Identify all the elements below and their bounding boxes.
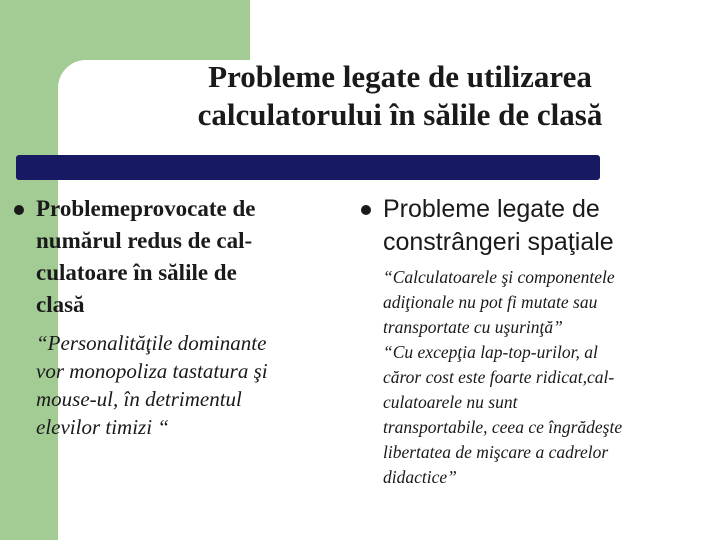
left-heading-line: Problemeprovocate de [36, 196, 256, 221]
left-quote-line: “Personalităţile dominante [36, 331, 267, 355]
right-heading-line: Probleme legate de [383, 195, 600, 223]
bullet-icon-left [14, 205, 24, 215]
slide-title [100, 58, 700, 134]
left-heading-line: culatoare în sălile de [36, 260, 237, 285]
right-quote-line: transportabile, ceea ce îngrădeşte [383, 417, 623, 437]
right-quote [383, 265, 718, 490]
right-heading [383, 193, 718, 259]
right-quote-line: “Cu excepţia lap-top-urilor, al [383, 342, 598, 362]
title-line-2: calculatorului în sălile de clasă [197, 97, 603, 132]
title-line-1: Probleme legate de utilizarea [208, 59, 592, 94]
left-heading-line: numărul redus de cal- [36, 228, 253, 253]
right-quote-line: transportate cu uşurinţă” [383, 317, 563, 337]
right-quote-line: “Calculatoarele şi componentele [383, 267, 615, 287]
right-column [383, 193, 718, 490]
left-heading [36, 193, 356, 321]
right-heading-line: constrângeri spaţiale [383, 228, 614, 256]
right-quote-line: căror cost este foarte ridicat,cal- [383, 367, 615, 387]
right-quote-line: adiţionale nu pot fi mutate sau [383, 292, 598, 312]
left-column [36, 193, 356, 441]
bullet-icon-right [361, 205, 371, 215]
right-quote-line: libertatea de mişcare a cadrelor [383, 442, 609, 462]
right-quote-line: culatoarele nu sunt [383, 392, 518, 412]
left-quote-line: elevilor timizi “ [36, 415, 169, 439]
left-quote-line: vor monopoliza tastatura şi [36, 359, 268, 383]
left-quote [36, 329, 356, 441]
left-heading-line: clasă [36, 292, 85, 317]
right-quote-line: didactice” [383, 467, 457, 487]
left-quote-line: mouse-ul, în detrimentul [36, 387, 242, 411]
title-divider [16, 155, 600, 180]
